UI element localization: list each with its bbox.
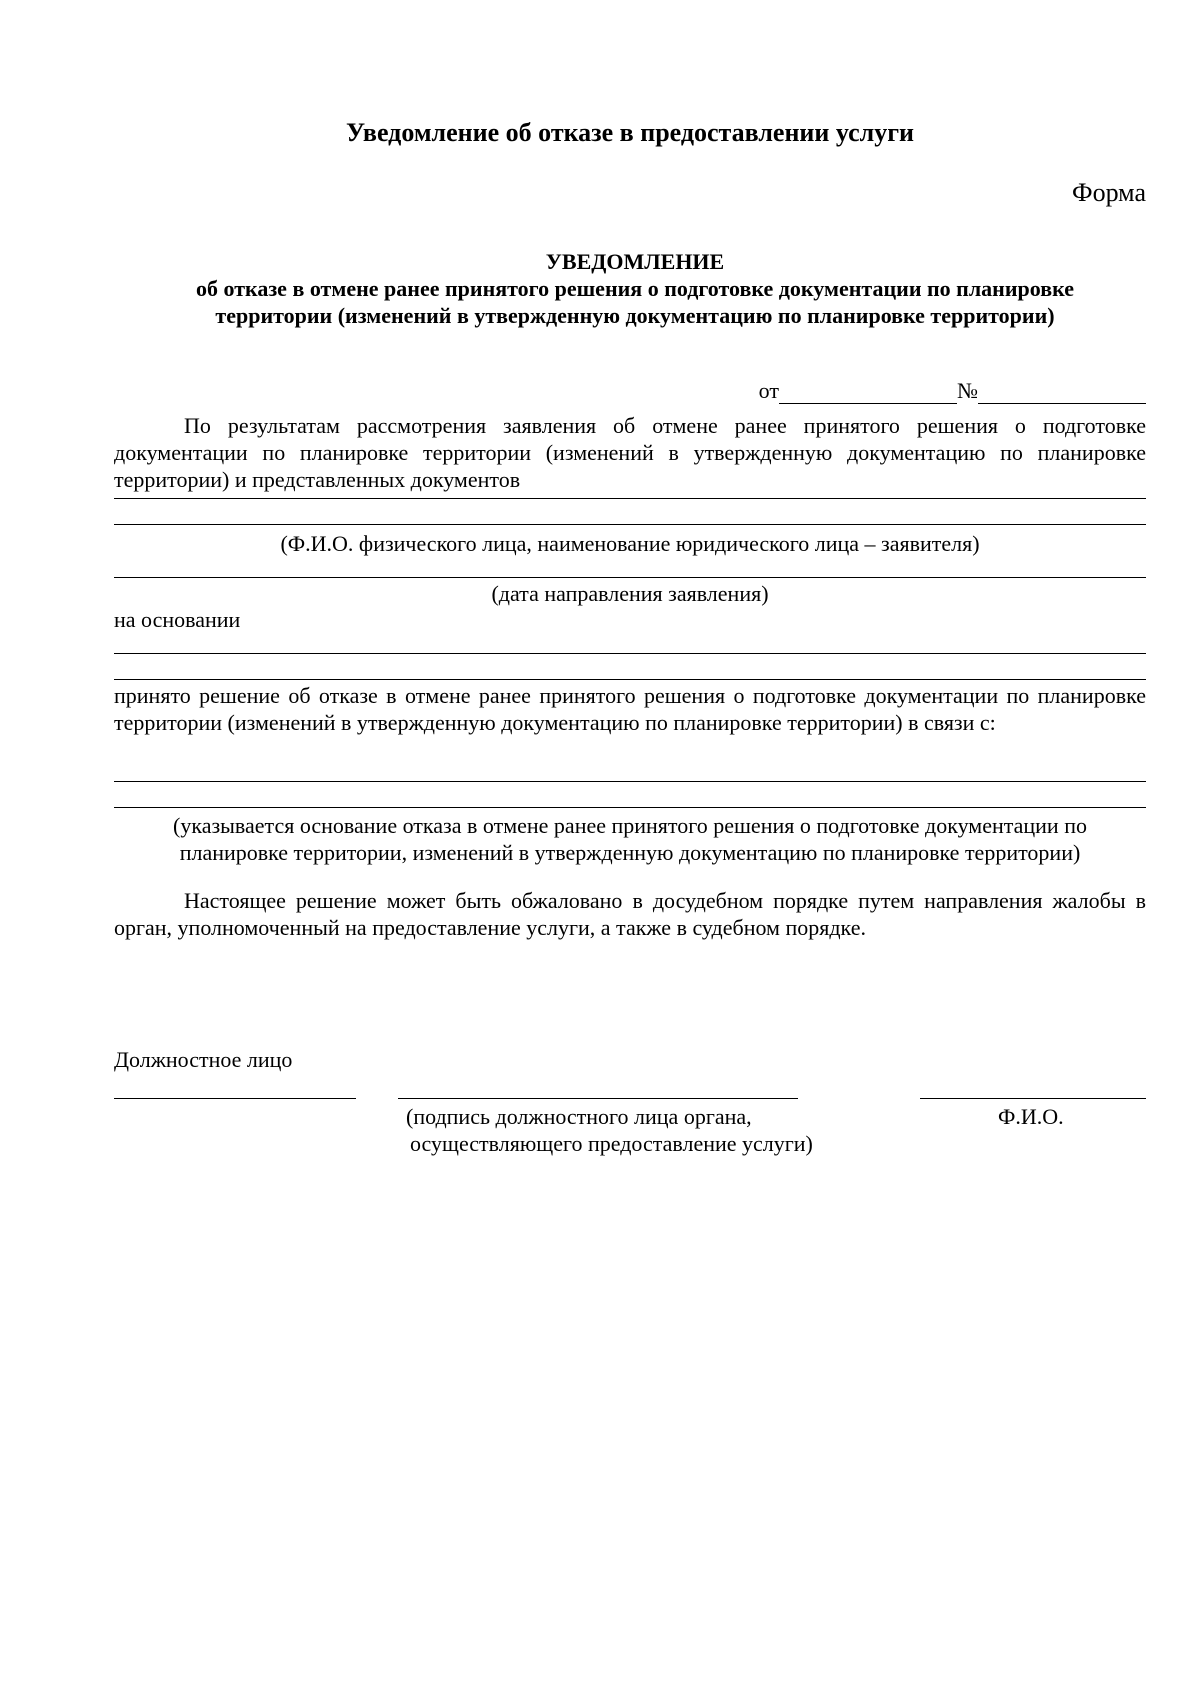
date-number-row: [759, 378, 1146, 404]
basis-line-2[interactable]: [114, 679, 1146, 680]
reason-caption-line2: планировке территории, изменений в утвержденную документацию по планировке территории): [179, 840, 1081, 865]
notice-subheading-line2: территории (изменений в утвержденную документацию по планировке территории): [215, 303, 1055, 328]
intro-paragraph: По результатам рассмотрения заявления об отмене ранее принятого решения о подготовке документации по планировке территории (изменений в утвержденную документацию по планировке территории) и представленных документов: [114, 413, 1146, 492]
basis-line-1[interactable]: [114, 653, 1146, 654]
appeal-paragraph: Настоящее решение может быть обжаловано в досудебном порядке путем направления жалобы в орган, уполномоченный на предоставление услуги, а также в судебном порядке.: [114, 888, 1146, 940]
official-label: Должностное лицо: [114, 1047, 293, 1072]
application-date-caption: (дата направления заявления): [491, 581, 769, 606]
document-title: Уведомление об отказе в предоставлении услуги: [345, 118, 915, 147]
notice-heading: УВЕДОМЛЕНИЕ: [545, 249, 725, 274]
full-name-line[interactable]: [920, 1098, 1146, 1099]
date-field[interactable]: [779, 381, 957, 404]
signature-caption-line2: осуществляющего предоставление услуги): [410, 1131, 813, 1156]
signature-line[interactable]: [398, 1098, 798, 1099]
applicant-line-2[interactable]: [114, 524, 1146, 525]
number-prefix: №: [957, 378, 978, 403]
form-label: Форма: [1072, 178, 1146, 207]
signature-caption-line1: (подпись должностного лица органа,: [406, 1104, 752, 1129]
applicant-caption: (Ф.И.О. физического лица, наименование юридического лица – заявителя): [280, 531, 980, 556]
number-field[interactable]: [978, 381, 1146, 404]
date-prefix: от: [758, 378, 779, 403]
notice-subheading-line1: об отказе в отмене ранее принятого решения о подготовке документации по планировке: [195, 276, 1074, 301]
reason-line-1[interactable]: [114, 781, 1146, 782]
decision-paragraph: принято решение об отказе в отмене ранее принятого решения о подготовке документации по планировке территории (изменений в утвержденную документацию по планировке территории) в связи с:: [114, 683, 1146, 735]
reason-caption-line1: (указывается основание отказа в отмене ранее принятого решения о подготовке документации по: [173, 813, 1087, 838]
full-name-caption: Ф.И.О.: [998, 1104, 1064, 1129]
reason-line-2[interactable]: [114, 807, 1146, 808]
applicant-line-1[interactable]: [114, 498, 1146, 499]
application-date-line[interactable]: [114, 577, 1146, 578]
basis-label: на основании: [114, 607, 241, 632]
official-position-line[interactable]: [114, 1098, 356, 1099]
